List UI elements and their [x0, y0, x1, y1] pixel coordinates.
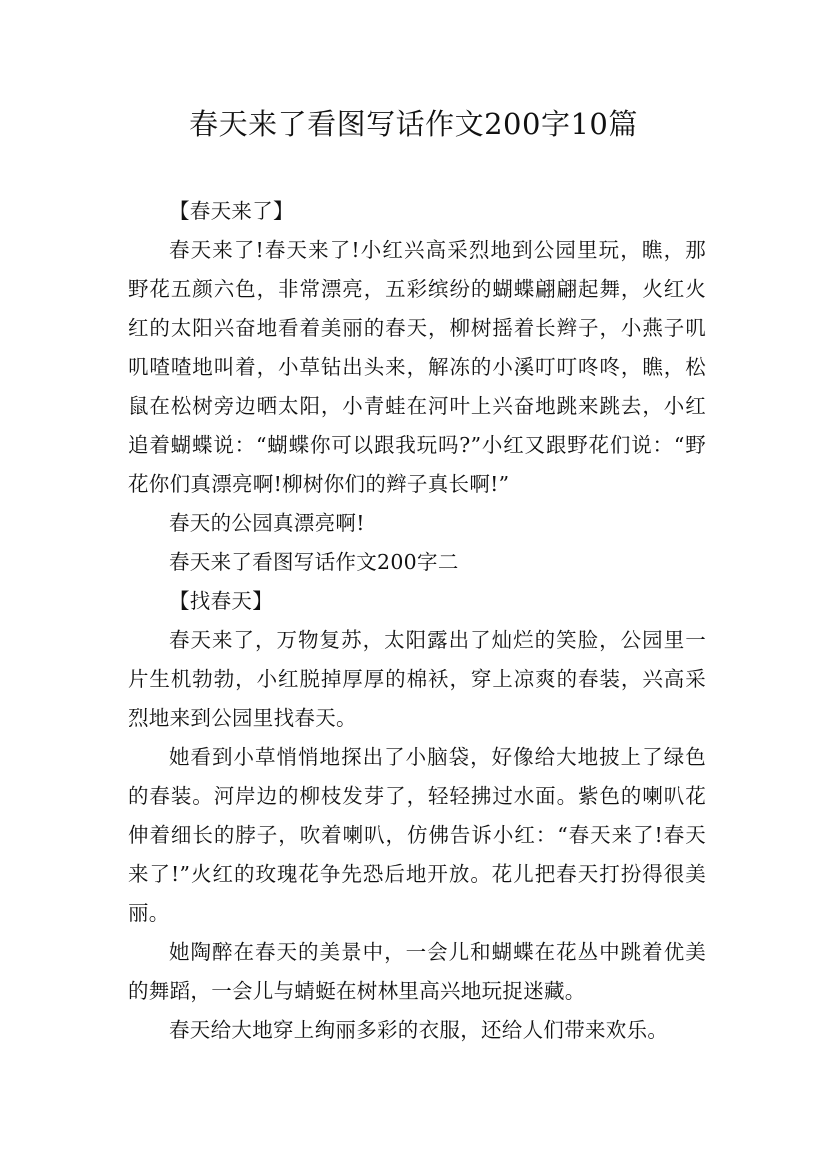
paragraph: 她看到小草悄悄地探出了小脑袋，好像给大地披上了绿色的春装。河岸边的柳枝发芽了，轻轻拂过水面。紫色的喇叭花伸着细长的脖子，吹着喇叭，仿佛告诉小红：“春天来了!春天来了!”火红的玫瑰花争先恐后地开放。花儿把春天打扮得很美丽。	[128, 745, 706, 925]
paragraph: 春天来了，万物复苏，太阳露出了灿烂的笑脸，公园里一片生机勃勃，小红脱掉厚厚的棉袄，穿上凉爽的春装，兴高采烈地来到公园里找春天。	[128, 628, 706, 730]
section-heading: 【找春天】	[169, 589, 273, 613]
paragraph: 春天给大地穿上绚丽多彩的衣服，还给人们带来欢乐。	[169, 1018, 669, 1042]
page-title: 春天来了看图写话作文200字10篇	[189, 107, 638, 141]
section-heading: 【春天来了】	[169, 199, 294, 223]
paragraph: 她陶醉在春天的美景中，一会儿和蝴蝶在花丛中跳着优美的舞蹈，一会儿与蜻蜓在树林里高兴地玩捉迷藏。	[128, 940, 706, 1003]
document-body	[128, 192, 706, 1050]
paragraph: 春天来了看图写话作文200字二	[169, 550, 459, 574]
paragraph: 春天的公园真漂亮啊!	[169, 511, 365, 535]
paragraph: 春天来了!春天来了!小红兴高采烈地到公园里玩，瞧，那野花五颜六色，非常漂亮，五彩缤纷的蝴蝶翩翩起舞，火红火红的太阳兴奋地看着美丽的春天，柳树摇着长辫子，小燕子叽叽喳喳地叫着，小草钻出头来，解冻的小溪叮叮咚咚，瞧，松鼠在松树旁边晒太阳，小青蛙在河叶上兴奋地跳来跳去，小红追着蝴蝶说：“蝴蝶你可以跟我玩吗?”小红又跟野花们说：“野花你们真漂亮啊!柳树你们的辫子真长啊!”	[128, 238, 706, 496]
